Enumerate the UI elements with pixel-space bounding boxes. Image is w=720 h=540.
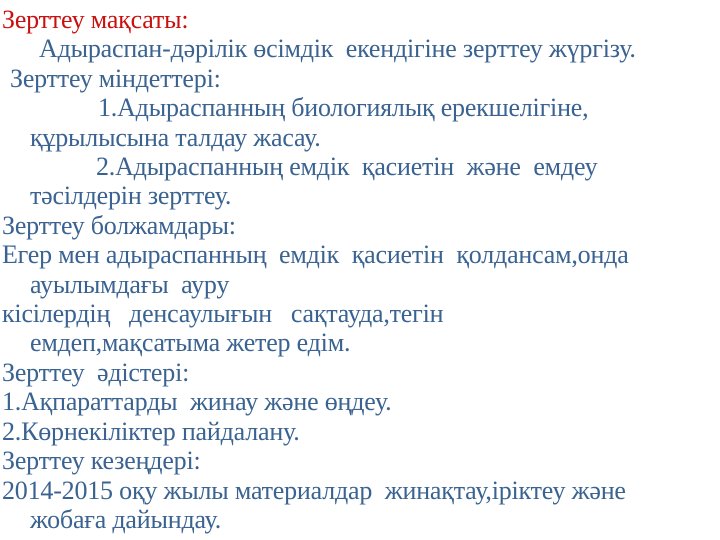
text-line: Адыраспан-дәрілік өсімдік екендігіне зерттеу жүргізу. xyxy=(39,34,636,64)
text-line: Зерттеу кезеңдері: xyxy=(2,446,201,476)
slide-title-line: Зерттеу мақсаты: xyxy=(2,5,189,34)
text-line: құрылысына талдау жасау. xyxy=(30,122,321,152)
text-line: 2014-2015 оқу жылы материалдар жинақтау,іріктеу және xyxy=(2,475,626,505)
text-line: Егер мен адыраспанның емдік қасиетін қолдансам,онда xyxy=(2,240,629,270)
text-line: емдеп,мақсатыма жетер едім. xyxy=(30,328,351,358)
text-line: Зерттеу әдістері: xyxy=(2,357,190,387)
text-line: 2.Көрнекіліктер пайдалану. xyxy=(2,416,300,446)
text-line: тәсілдерін зерттеу. xyxy=(30,181,232,211)
text-line: ауылымдағы ауру xyxy=(30,269,230,299)
text-line: 1.Ақпараттарды жинау және өңдеу. xyxy=(2,387,392,417)
text-line: Зерттеу міндеттері: xyxy=(10,63,221,93)
text-line: жобаға дайындау. xyxy=(30,504,222,534)
text-line: Зерттеу болжамдары: xyxy=(2,210,236,240)
text-line: 1.Адыраспанның биологиялық ерекшелігіне, xyxy=(98,93,589,123)
slide-text-block xyxy=(0,5,720,534)
text-line: 2.Адыраспанның емдік қасиетін және емдеу xyxy=(96,152,598,182)
text-line: кісілердің денсаулығын сақтауда,тегін xyxy=(2,299,444,329)
